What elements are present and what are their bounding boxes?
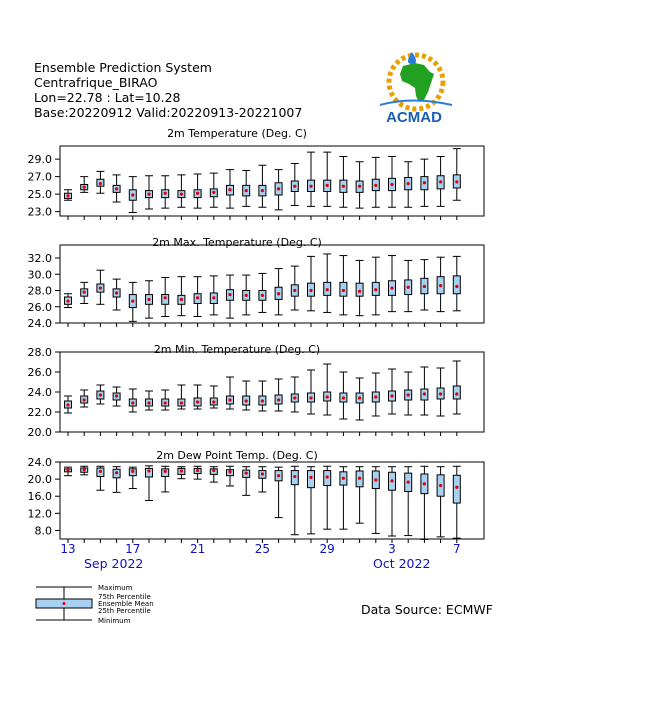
mean-point (439, 392, 442, 395)
mean-point (390, 286, 393, 289)
mean-point (180, 298, 183, 301)
iqr-box (308, 471, 315, 488)
legend (34, 584, 164, 624)
mean-point (390, 479, 393, 482)
mean-point (455, 392, 458, 395)
y-tick-label: 30.0 (27, 268, 52, 282)
x-day-label: 17 (125, 542, 141, 556)
mean-point (99, 182, 102, 185)
mean-point (277, 292, 280, 295)
panel-title: 2m Temperature (Deg. C) (167, 127, 307, 140)
mean-point (309, 289, 312, 292)
mean-point (66, 403, 69, 406)
mean-point (83, 291, 86, 294)
mean-point (407, 481, 410, 484)
mean-point (245, 189, 248, 192)
mean-point (342, 477, 345, 480)
month-label-oct: Oct 2022 (373, 556, 431, 571)
station-name: Centrafrique_BIRAO (34, 75, 158, 90)
mean-point (407, 286, 410, 289)
mean-point (293, 475, 296, 478)
mean-point (455, 285, 458, 288)
y-tick-label: 22.0 (27, 406, 52, 419)
mean-point (439, 284, 442, 287)
mean-point (342, 289, 345, 292)
y-tick-label: 28.0 (27, 284, 52, 298)
mean-point (293, 185, 296, 188)
legend-maximum: Maximum (98, 584, 133, 592)
mean-point (147, 469, 150, 472)
mean-point (261, 294, 264, 297)
y-tick-label: 8.0 (34, 524, 52, 538)
data-source: Data Source: ECMWF (361, 602, 493, 617)
mean-point (423, 285, 426, 288)
mean-point (326, 288, 329, 291)
mean-point (66, 469, 69, 472)
mean-point (374, 184, 377, 187)
mean-point (131, 299, 134, 302)
y-tick-label: 29.0 (27, 153, 52, 167)
x-day-label: 29 (319, 542, 335, 556)
mean-point (358, 290, 361, 293)
x-day-label: 21 (189, 542, 206, 556)
mean-point (277, 474, 280, 477)
mean-point (309, 185, 312, 188)
panel-title: 2m Min. Temperature (Deg. C) (153, 343, 321, 356)
mean-point (423, 181, 426, 184)
mean-point (423, 482, 426, 485)
y-tick-label: 23.0 (27, 205, 52, 219)
mean-point (374, 478, 377, 481)
location-coords: Lon=22.78 : Lat=10.28 (34, 90, 181, 105)
y-tick-label: 16.0 (27, 490, 52, 504)
legend-box-glyph (34, 584, 94, 624)
y-tick-label: 25.0 (27, 188, 52, 202)
system-title: Ensemble Prediction System (34, 60, 212, 75)
mean-point (164, 470, 167, 473)
mean-point (115, 471, 118, 474)
mean-point (342, 396, 345, 399)
mean-point (261, 472, 264, 475)
mean-point (326, 184, 329, 187)
mean-point (196, 192, 199, 195)
mean-point (180, 401, 183, 404)
y-tick-label: 26.0 (27, 300, 52, 314)
mean-point (180, 469, 183, 472)
y-tick-label: 32.0 (27, 252, 52, 265)
mean-point (439, 484, 442, 487)
y-tick-label: 26.0 (27, 366, 52, 379)
mean-point (164, 401, 167, 404)
legend-25th: 25th Percentile (98, 607, 151, 615)
mean-point (455, 180, 458, 183)
mean-point (66, 194, 69, 197)
y-tick-label: 24.0 (27, 317, 52, 330)
mean-point (455, 486, 458, 489)
mean-point (309, 476, 312, 479)
mean-point (115, 394, 118, 397)
legend-minimum: Minimum (98, 617, 131, 625)
mean-point (147, 193, 150, 196)
mean-point (115, 291, 118, 294)
mean-point (439, 180, 442, 183)
mean-point (83, 468, 86, 471)
mean-point (342, 185, 345, 188)
base-valid-dates: Base:20220912 Valid:20220913-20221007 (34, 105, 303, 120)
mean-point (228, 470, 231, 473)
x-day-label: 13 (60, 542, 76, 556)
mean-point (407, 393, 410, 396)
legend-75th: 75th Percentile (98, 593, 151, 601)
mean-point (131, 401, 134, 404)
iqr-box (453, 276, 460, 294)
mean-point (245, 294, 248, 297)
mean-point (245, 472, 248, 475)
mean-point (212, 400, 215, 403)
y-tick-label: 24.0 (27, 386, 52, 399)
y-tick-label: 20.0 (27, 426, 52, 439)
y-tick-label: 12.0 (27, 507, 52, 521)
mean-point (261, 399, 264, 402)
mean-point (164, 296, 167, 299)
mean-point (390, 183, 393, 186)
mean-point (423, 392, 426, 395)
mean-point (99, 393, 102, 396)
mean-point (374, 288, 377, 291)
mean-point (212, 191, 215, 194)
iqr-box (162, 295, 169, 305)
mean-point (115, 187, 118, 190)
mean-point (261, 189, 264, 192)
mean-point (407, 182, 410, 185)
mean-point (326, 475, 329, 478)
mean-point (83, 186, 86, 189)
mean-point (390, 394, 393, 397)
mean-point (164, 192, 167, 195)
mean-point (374, 395, 377, 398)
mean-point (326, 395, 329, 398)
y-tick-label: 20.0 (27, 473, 52, 487)
mean-point (228, 293, 231, 296)
mean-point (293, 396, 296, 399)
mean-point (309, 396, 312, 399)
mean-point (196, 400, 199, 403)
mean-point (358, 185, 361, 188)
x-day-label: 25 (254, 542, 271, 556)
mean-point (293, 289, 296, 292)
legend-mean: Ensemble Mean (98, 600, 154, 608)
acmad-logo-text: ACMAD (386, 109, 442, 126)
x-day-label: 7 (452, 542, 461, 556)
mean-point (358, 477, 361, 480)
mean-point (131, 193, 134, 196)
month-label-sep: Sep 2022 (84, 556, 144, 571)
mean-point (212, 296, 215, 299)
mean-point (99, 286, 102, 289)
mean-point (99, 470, 102, 473)
panel-title: 2m Dew Point Temp. (Deg. C) (156, 449, 318, 462)
mean-point (83, 398, 86, 401)
mean-point (245, 399, 248, 402)
mean-point (228, 188, 231, 191)
mean-point (358, 396, 361, 399)
mean-point (212, 469, 215, 472)
mean-point (147, 401, 150, 404)
mean-point (180, 193, 183, 196)
x-day-label: 3 (388, 542, 396, 556)
mean-point (196, 296, 199, 299)
mean-point (196, 469, 199, 472)
y-tick-label: 27.0 (27, 170, 52, 184)
iqr-box (453, 475, 460, 503)
mean-point (277, 398, 280, 401)
y-tick-label: 24.0 (27, 456, 52, 469)
mean-point (277, 187, 280, 190)
mean-point (66, 299, 69, 302)
mean-point (228, 398, 231, 401)
mean-point (131, 470, 134, 473)
iqr-box (356, 283, 363, 296)
mean-point (147, 298, 150, 301)
y-tick-label: 28.0 (27, 346, 52, 359)
panel-title: 2m Max. Temperature (Deg. C) (152, 236, 322, 249)
